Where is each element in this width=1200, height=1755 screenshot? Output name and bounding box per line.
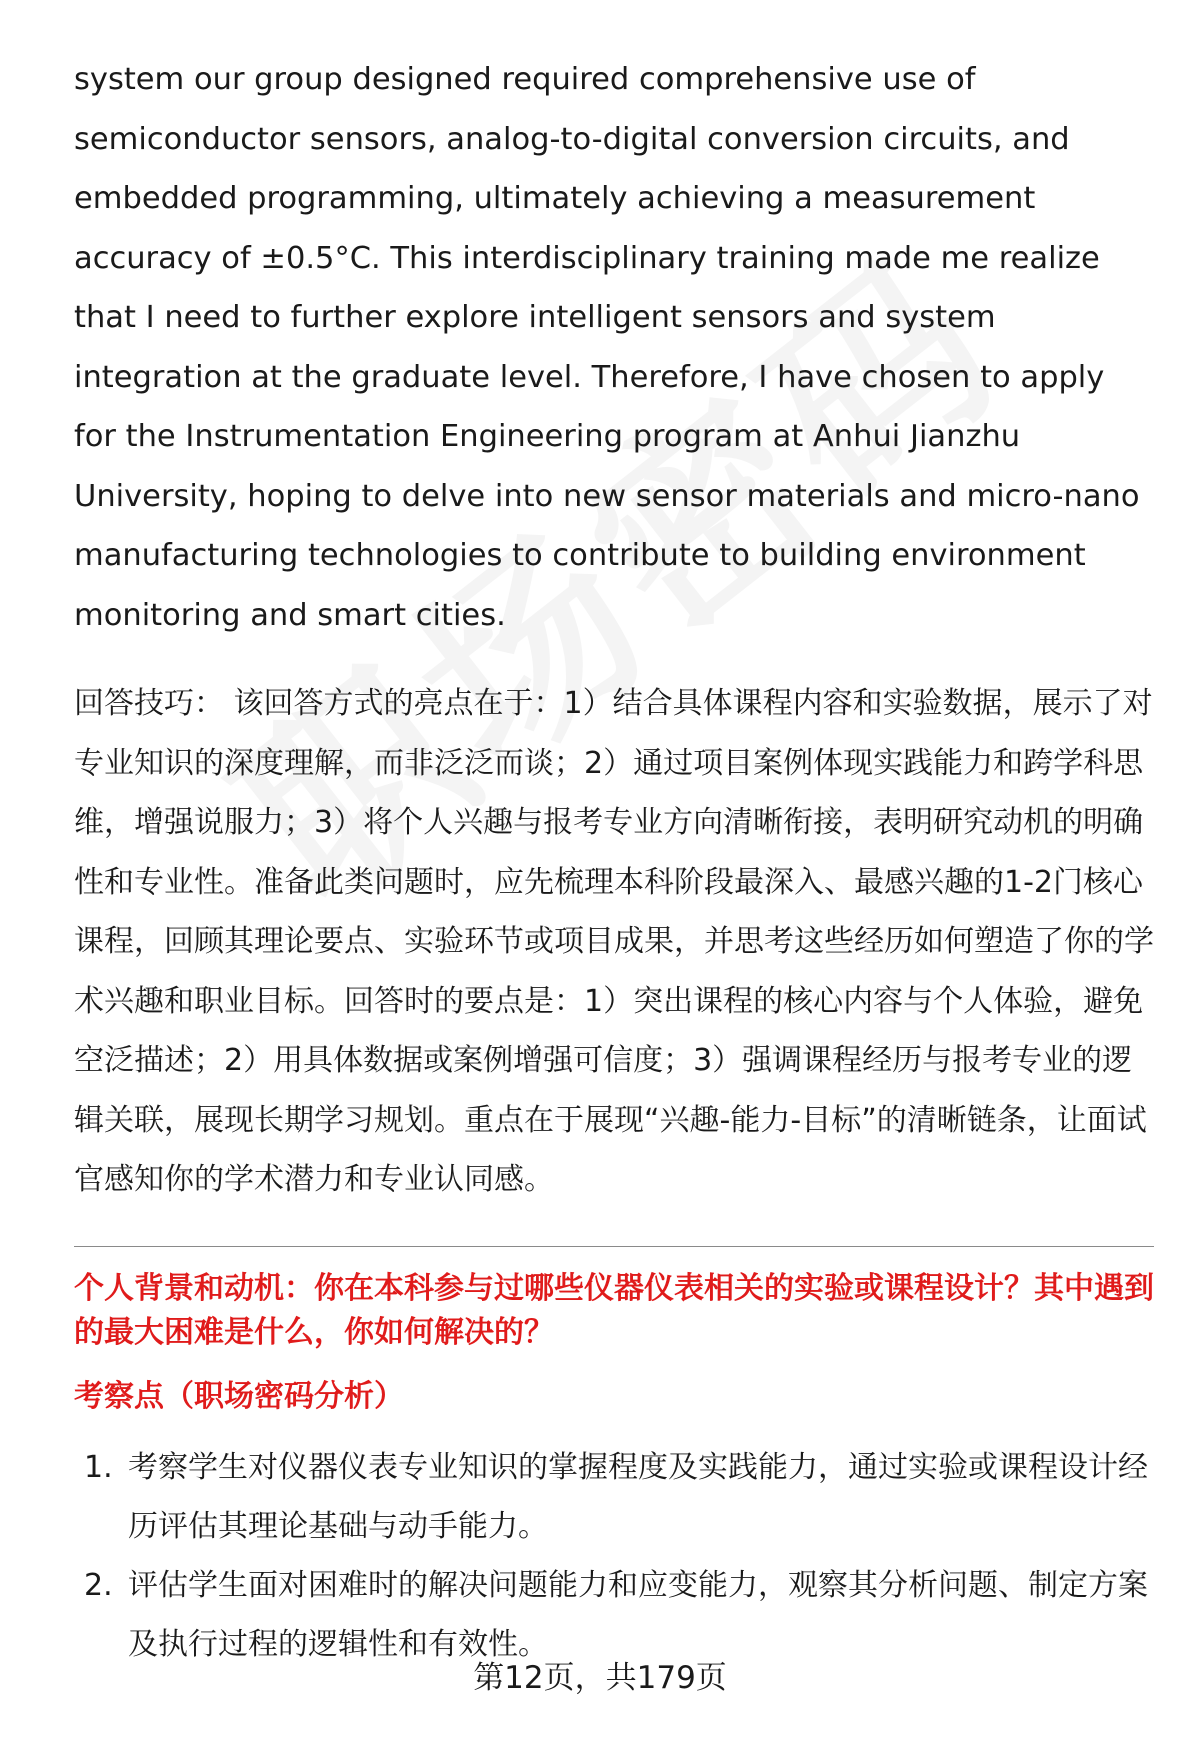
list-item-text: 评估学生面对困难时的解决问题能力和应变能力，观察其分析问题、制定方案及执行过程的逻辑性和有效性。	[128, 1567, 1148, 1662]
list-item-number: 2.	[84, 1567, 113, 1603]
section-divider	[74, 1246, 1154, 1247]
answer-tip-paragraph: 回答技巧： 该回答方式的亮点在于：1）结合具体课程内容和实验数据，展示了对专业知识的深度理解，而非泛泛而谈；2）通过项目案例体现实践能力和跨学科思维，增强说服力；3）将个人兴趣与报考专业方向清晰衔接，表明研究动机的明确性和专业性。准备此类问题时，应先梳理本科阶段最深入、最感兴趣的1-2门核心课程，回顾其理论要点、实验环节或项目成果，并思考这些经历如何塑造了你的学术兴趣和职业目标。回答时的要点是：1）突出课程的核心内容与个人体验，避免空泛描述；2）用具体数据或案例增强可信度；3）强调课程经历与报考专业的逻辑关联，展现长期学习规划。重点在于展现“兴趣-能力-目标”的清晰链条，让面试官感知你的学术潜力和专业认同感。	[74, 686, 1154, 1197]
list-item	[74, 1438, 1154, 1556]
list-item	[74, 1556, 1154, 1674]
page-content	[74, 50, 1154, 1674]
answer-english-paragraph: system our group designed required comprehensive use of semiconductor sensors, analog-to-digital conversion circuits, and embedded programming, ultimately achieving a measurement accuracy of ±0.5°C. This interdisciplinary training made me realize that I need to further explore intelligent sensors and system integration at the graduate level. Therefore, I have chosen to apply for the Instrumentation Engineering program at Anhui Jianzhu University, hoping to delve into new sensor materials and micro-nano manufacturing technologies to contribute to building environment monitoring and smart cities.	[74, 62, 1140, 633]
list-item-number: 1.	[84, 1449, 113, 1485]
page-number-footer: 第12页，共179页	[473, 1660, 727, 1696]
list-item-text: 考察学生对仪器仪表专业知识的掌握程度及实践能力，通过实验或课程设计经历评估其理论基础与动手能力。	[128, 1449, 1148, 1544]
points-list	[74, 1438, 1154, 1674]
question-title: 个人背景和动机：你在本科参与过哪些仪器仪表相关的实验或课程设计？其中遇到的最大困难是什么，你如何解决的？	[74, 1270, 1154, 1350]
section-heading: 考察点（职场密码分析）	[74, 1378, 404, 1414]
